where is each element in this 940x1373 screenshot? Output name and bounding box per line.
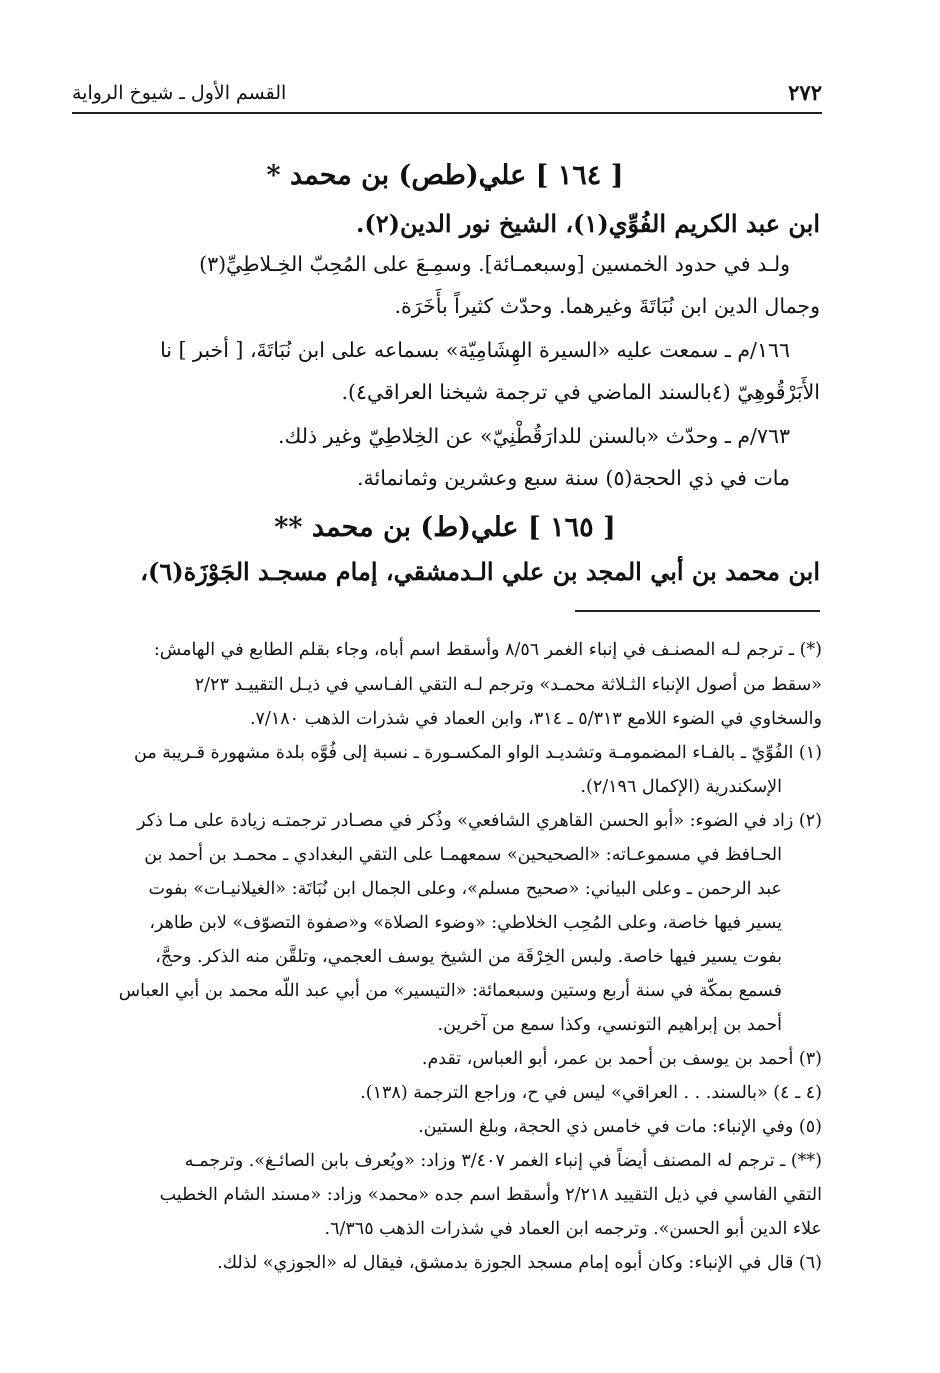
entry-164-line-7: مات في ذي الحجة(٥) سنة سبع وعشرين وثمانمائة. [356,466,790,490]
footnote-star-line-1: (*) ـ ترجم لـه المصنـف في إنباء الغمر ٨/٥٦ وأسقط اسم أباه، وجاء بقلم الطابع في الهامش: [153,640,822,660]
entry-164-line-4: ١٦٦/م ـ سمعت عليه «السيرة الهِشَامِيّة» بسماعه على ابن نُبَاتَةَ، [ أخبر ] نا [160,338,790,362]
footnote-2-line-5: بفوت يسير فيها خاصة. ولبس الخِرْقَة من الشيخ يوسف العجمي، وتلقَّن منه الذكر. وحجَّ، [155,947,782,967]
footnote-5: (٥) وفي الإنباء: مات في خامس ذي الحجة، وبلغ الستين. [418,1117,822,1137]
footnote-2-line-4: يسير فيها خاصة، وعلى المُحِب الخلاطي: «وضوء الصلاة» و«صفوة التصوّف» لابن طاهر، [149,913,782,933]
entry-164-line-3: وجمال الدين ابن نُبَاتَةَ وغيرهما. وحدّث كثيراً بأَخَرَة. [394,294,820,318]
entry-165-line-1: ابن محمد بن أبي المجد بن علي الـدمشقي، إمام مسجـد الجَوْزَة(٦)، [140,557,820,586]
footnote-2-line-1: (٢) زاد في الضوء: «أبو الحسن القاهري الشافعي» وذُكر في مصـادر ترجمتـه زيادة على مـا ذكر [137,811,822,831]
footnote-double-star-line-3: علاء الدين أبو الحسن». وترجمه ابن العماد في شذرات الذهب ٦/٣٦٥. [324,1219,822,1239]
footnote-2-line-3: عبد الرحمن ـ وعلى البياني: «صحيح مسلم»، وعلى الجمال ابن نُبَاتَة: «الغيلانيـات» بفوت [148,879,782,899]
footnote-2-line-2: الحـافظ في مسموعـاته: «الصحيحين» سمعهمـا على التقي البغدادي ـ محمـد بن أحمد بن [144,845,782,865]
footnote-star-line-3: والسخاوي في الضوء اللامع ٥/٣١٣ ـ ٣١٤، وابن العماد في شذرات الذهب ٧/١٨٠. [249,709,822,729]
footnote-3: (٣) أحمد بن يوسف بن أحمد بن عمر، أبو العباس، تقدم. [421,1049,822,1069]
footnote-6: (٦) قال في الإنباء: وكان أبوه إمام مسجد الجوزة بدمشق، فيقال له «الجوزي» لذلك. [217,1253,822,1273]
footnote-double-star-line-1: (**) ـ ترجم له المصنف أيضاً في إنباء الغمر ٣/٤٠٧ وزاد: «ويُعرف بابن الصائـغ». وترجمـه [184,1151,822,1171]
footnote-2-line-7: أحمد بن إبراهيم التونسي، وكذا سمع من آخرين. [437,1015,782,1035]
footnote-2-line-6: فسمع بمكّة في سنة أربع وستين وسبعمائة: «التيسير» من أبي عبد اللّه محمد بن أبي العباس [118,981,782,1001]
running-header [72,80,822,114]
page-number: ٢٧٢ [788,80,822,105]
entry-164-line-1: ابن عبد الكريم الفُوِّي(١)، الشيخ نور الدين(٢). [356,209,820,238]
footnote-1-line-1: (١) الفُوِّيّ ـ بالفـاء المضمومـة وتشديـد الواو المكسـورة ـ نسبة إلى فُوَّه بلدة مشهورة قـريبة من [134,743,822,763]
entry-164-line-5: الأَبَرْقُوهِيّ (٤بالسند الماضي في ترجمة شيخنا العراقي٤). [341,380,820,404]
footnote-separator [575,610,820,612]
footnote-4: (٤ ـ ٤) «بالسند. . . العراقي» ليس في ح، وراجع الترجمة (١٣٨). [360,1083,822,1103]
entry-164-line-6: ٧٦٣/م ـ وحدّث «بالسنن للدارَقُطْنِيّ» عن الخِلاطِيّ وغير ذلك. [278,424,790,448]
entry-heading-165: [ ١٦٥ ] علي(ط) بن محمد ** [274,512,616,543]
running-title: القسم الأول ـ شيوخ الرواية [72,82,287,104]
footnote-star-line-2: «سقط من أصول الإنباء الثـلاثة محمـد» وترجم لـه التقي الفـاسي في ذيـل التقييـد ٢/٢٣ [194,675,822,695]
footnote-double-star-line-2: التقي الفاسي في ذيل التقييد ٢/٢١٨ وأسقط اسم جده «محمد» وزاد: «مسند الشام الخطيب [159,1185,822,1205]
entry-164-line-2: ولـد في حدود الخمسين [وسبعمـائة]. وسمِـعَ على المُحِبّ الخِـلاطِيِّ(٣) [199,252,790,276]
footnote-1-line-2: الإسكندرية (الإكمال ٢/١٩٦). [580,777,782,797]
entry-heading-164: [ ١٦٤ ] علي(طص) بن محمد * [266,160,624,191]
